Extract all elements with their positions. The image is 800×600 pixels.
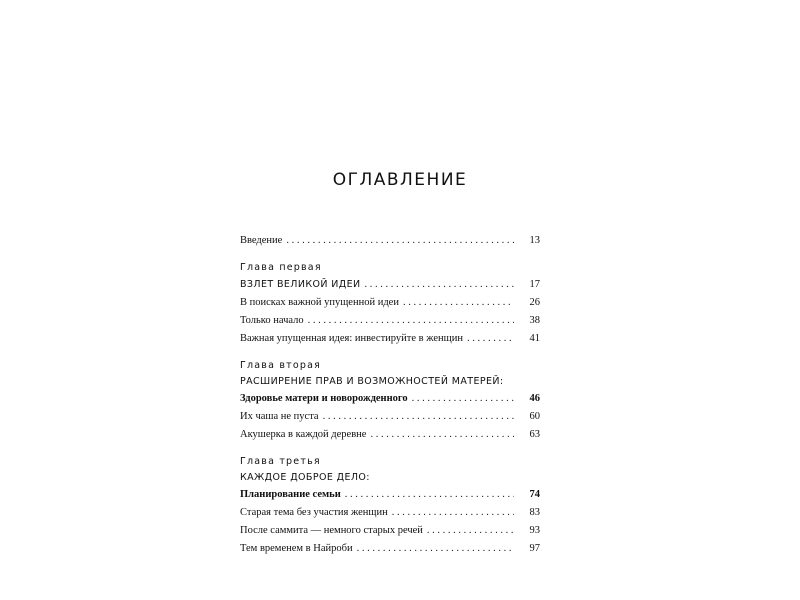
leader-dots [286, 232, 514, 250]
toc-entry-label: В поисках важной упущенной идеи [240, 297, 399, 308]
chapter-subtitle-3: КАЖДОЕ ДОБРОЕ ДЕЛО: [240, 472, 370, 483]
page-title: ОГЛАВЛЕНИЕ [332, 170, 468, 190]
toc-entry [240, 312, 540, 330]
leader-dots [365, 276, 514, 294]
leader-dots [357, 540, 514, 558]
toc-entry-label: Введение [240, 235, 283, 246]
toc-page-number: 17 [529, 279, 540, 290]
toc-page-number: 41 [529, 333, 540, 344]
chapter-heading-3: Глава третья [240, 456, 321, 467]
leader-dots [412, 390, 514, 408]
toc-page-number: 93 [529, 525, 540, 536]
leader-dots [345, 486, 514, 504]
toc-entry [240, 426, 540, 444]
chapter-heading-2: Глава вторая [240, 360, 322, 371]
toc-page-number: 60 [529, 411, 540, 422]
toc-entry-label: ВЗЛЕТ ВЕЛИКОЙ ИДЕИ [240, 279, 361, 290]
toc-page-number: 83 [529, 507, 540, 518]
leader-dots [308, 312, 514, 330]
toc-entry-label: Важная упущенная идея: инвестируйте в женщин [240, 333, 463, 344]
toc-entry-chapter-2-title [240, 390, 540, 408]
toc-entry-label: Здоровье матери и новорожденного [240, 393, 408, 404]
toc-page-number: 13 [529, 235, 540, 246]
toc-entry [240, 408, 540, 426]
toc-entry-label: Акушерка в каждой деревне [240, 429, 367, 440]
leader-dots [323, 408, 514, 426]
toc-entry-label: Планирование семьи [240, 489, 341, 500]
table-of-contents [240, 232, 540, 558]
toc-entry-intro [240, 232, 540, 250]
leader-dots [467, 330, 514, 348]
toc-entry-label: Только начало [240, 315, 304, 326]
toc-page-number: 63 [529, 429, 540, 440]
toc-entry-label: После саммита — немного старых речей [240, 525, 423, 536]
leader-dots [370, 426, 514, 444]
toc-entry [240, 504, 540, 522]
leader-dots [403, 294, 514, 312]
toc-entry-label: Старая тема без участия женщин [240, 507, 388, 518]
toc-entry [240, 540, 540, 558]
leader-dots [427, 522, 514, 540]
toc-page-number: 38 [529, 315, 540, 326]
toc-entry-label: Тем временем в Найроби [240, 543, 353, 554]
toc-entry-label: Их чаша не пуста [240, 411, 319, 422]
toc-entry-chapter-3-title [240, 486, 540, 504]
toc-page-number: 74 [529, 489, 540, 500]
toc-page-number: 26 [529, 297, 540, 308]
toc-entry [240, 522, 540, 540]
chapter-heading-1: Глава первая [240, 262, 322, 273]
chapter-subtitle-2: РАСШИРЕНИЕ ПРАВ И ВОЗМОЖНОСТЕЙ МАТЕРЕЙ: [240, 376, 504, 387]
toc-entry [240, 330, 540, 348]
toc-entry [240, 294, 540, 312]
toc-page-number: 46 [529, 393, 540, 404]
toc-entry-chapter-1-title [240, 276, 540, 294]
leader-dots [392, 504, 514, 522]
toc-page-number: 97 [529, 543, 540, 554]
